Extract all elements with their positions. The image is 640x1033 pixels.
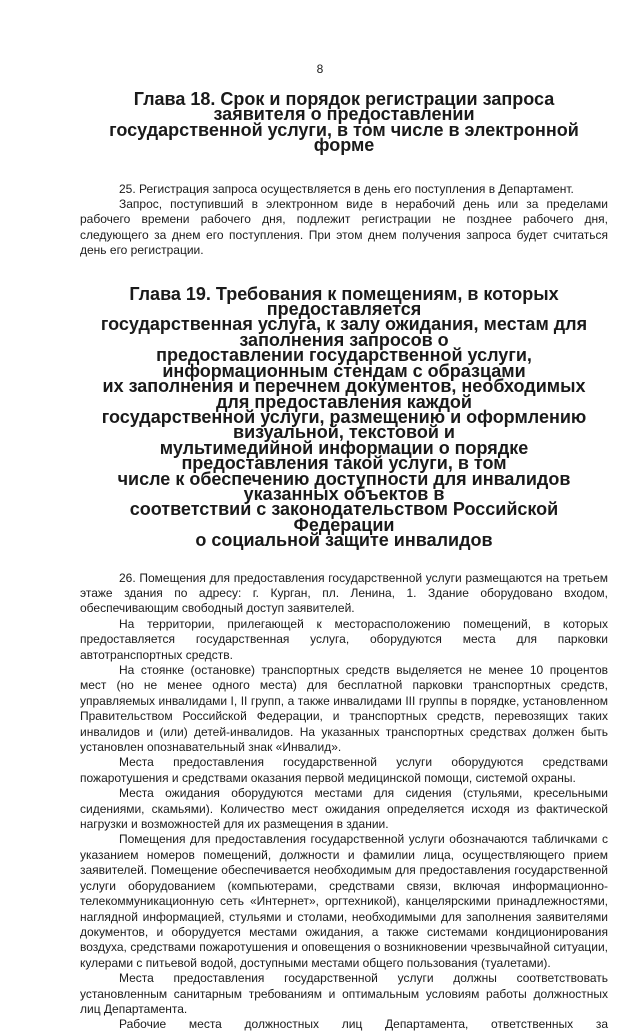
heading-line: Глава 19. Требования к помещениям, в которых предоставляется xyxy=(129,283,559,320)
paragraph-continued: Рабочие места должностных лиц Департамента, ответственных за xyxy=(119,1017,608,1032)
heading-line: числе к обеспечению доступности для инвалидов указанных объектов в xyxy=(117,468,571,504)
page-content xyxy=(80,89,608,1033)
heading-line: их заполнения и перечнем документов, необходимых для предоставления каждой xyxy=(102,376,586,412)
paragraph-25: 25. Регистрация запроса осуществляется в день его поступления в Департамент. xyxy=(119,181,574,196)
paragraph-26: 26. Помещения для предоставления государственной услуги размещаются на третьем этаже здания по адресу: г. Курган, пл. Ленина, 1. Здание оборудовано входом, обеспечивающим свободный доступ заявителей. xyxy=(80,570,608,616)
paragraph: На территории, прилегающей к месторасположению помещений, в которых предоставляется государственная услуга, оборудуются места для парковки автотранспортных средств. xyxy=(80,616,608,662)
heading-line: предоставлении государственной услуги, информационным стендам с образцами xyxy=(156,345,532,381)
heading-line: мультимедийной информации о порядке предоставления такой услуги, в том xyxy=(159,437,529,474)
paragraph: Запрос, поступивший в электронном виде в нерабочий день или за пределами рабочего времени рабочего дня, подлежит регистрации не позднее рабочего дня, следующего за днем его поступления. При этом днем получения запроса будет считаться день его регистрации. xyxy=(80,197,608,258)
paragraph: Помещения для предоставления государственной услуги обозначаются табличками с указанием номеров помещений, должности и фамилии лица, осуществляющего прием заявителей. Помещение обеспечивается необходимым для предоставления государственной услуги оборудованием (компьютерами, средствами связи, включая информационно-телекоммуникационную сеть «Интернет», оргтехникой), канцелярскими принадлежностями, наглядной информацией, стульями и столами, необходимыми для заполнения заявителями документов, и оборудуется местами ожидания, а также системами кондиционирования воздуха, средствами пожаротушения и оповещения о возникновении чрезвычайной ситуации, кулерами с питьевой водой, доступными местами общего пользования (туалетами). xyxy=(80,832,608,970)
heading-line: Глава 18. Срок и порядок регистрации запроса заявителя о предоставлении xyxy=(133,89,555,125)
heading-line: государственная услуга, к залу ожидания, местам для заполнения запросов о xyxy=(100,314,588,350)
paragraph: Места предоставления государственной услуги оборудуются средствами пожаротушения и средствами оказания первой медицинской помощи, системой охраны. xyxy=(80,755,608,785)
chapter-19-heading xyxy=(80,283,608,551)
paragraph: Места предоставления государственной услуги должны соответствовать установленным санитарным требованиям и оптимальным условиям работы должностных лиц Департамента. xyxy=(80,971,608,1016)
heading-line: государственной услуги, в том числе в электронной форме xyxy=(109,119,579,156)
chapter-18-heading xyxy=(80,89,608,156)
paragraph: Места ожидания оборудуются местами для сидения (стульями, кресельными сидениями, скамьями). Количество мест ожидания определяется исходя из фактической нагрузки и возможностей для их размещения в здании. xyxy=(80,786,608,832)
page-number: 8 xyxy=(316,62,324,76)
heading-line: соответствии с законодательством Российской Федерации xyxy=(129,499,559,535)
heading-line: государственной услуги, размещению и оформлению визуальной, текстовой и xyxy=(101,406,587,443)
heading-line: о социальной защите инвалидов xyxy=(195,530,493,551)
paragraph: На стоянке (остановке) транспортных средств выделяется не менее 10 процентов мест (но не менее одного места) для бесплатной парковки транспортных средств, управляемых инвалидами I, II групп, а также инвалидами III группы в порядке, установленном Правительством Российской Федерации, и транспортных средств, перевозящих таких инвалидов и (или) детей-инвалидов. На указанных транспортных средствах должен быть установлен опознавательный знак «Инвалид». xyxy=(80,663,608,755)
